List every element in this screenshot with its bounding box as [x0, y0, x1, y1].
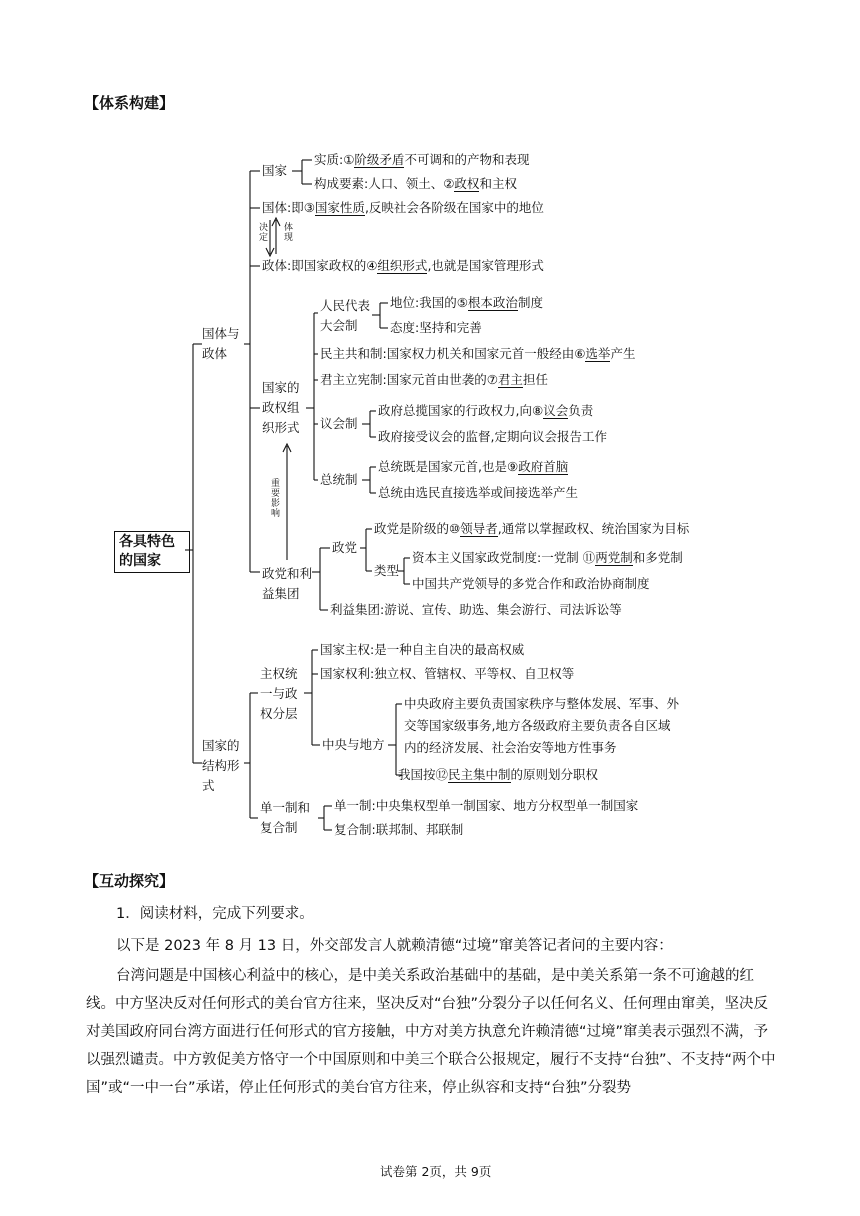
item-leixing-1: 资本主义国家政党制度:一党制 ⑪两党制和多党制 — [412, 550, 683, 565]
item-zd-1b: 交等国家级事务,地方各级政府主要负责各自区域 — [404, 718, 671, 733]
item-minzhu: 民主共和制:国家权力机关和国家元首一般经由⑥选举产生 — [320, 346, 636, 361]
question-item: 1．阅读材料，完成下列要求。 — [116, 906, 314, 922]
section-title-interactive: 【互动探究】 — [84, 872, 175, 890]
node-zhuquan-fenceng: 主权统一与政权分层 — [260, 666, 298, 721]
node-zhengdang-jituan: 政党和利益集团 — [262, 566, 313, 601]
item-fuhe: 复合制:联邦制、邦联制 — [334, 822, 464, 837]
node-guojia: 国家 — [262, 163, 288, 178]
node-zongtong: 总统制 — [320, 472, 358, 487]
item-goucheng: 构成要素:人口、领土、②政权和主权 — [314, 176, 517, 191]
item-taidu: 态度:坚持和完善 — [390, 320, 482, 335]
item-zhuquan: 国家主权:是一种自主自决的最高权威 — [320, 642, 525, 657]
item-zhengdang-1: 政党是阶级的⑩领导者,通常以掌握政权、统治国家为目标 — [374, 521, 690, 536]
item-zd-2: 我国按⑫民主集中制的原则划分职权 — [398, 767, 599, 782]
item-yihui-2: 政府接受议会的监督,定期向议会报告工作 — [378, 429, 607, 444]
node-danyi-fuhe: 单一制和复合制 — [260, 800, 311, 835]
node-guoti-zhengti: 国体与政体 — [202, 326, 240, 361]
item-zongtong-2: 总统由选民直接选举或间接选举产生 — [378, 485, 579, 500]
page-footer: 试卷第 2页，共 9页 — [380, 1164, 492, 1179]
question-intro: 以下是 2023 年 8 月 13 日，外交部发言人就赖清德“过境”窜美答记者问的主要内容： — [116, 938, 673, 954]
item-junzhu: 君主立宪制:国家元首由世袭的⑦君主担任 — [320, 372, 548, 387]
item-yihui-1: 政府总揽国家的行政权力,向⑧议会负责 — [378, 403, 594, 418]
item-shizhi: 实质:①阶级矛盾不可调和的产物和表现 — [314, 152, 530, 167]
item-quanli: 国家权利:独立权、管辖权、平等权、自卫权等 — [320, 666, 575, 681]
item-diwei: 地位:我国的⑤根本政治制度 — [390, 295, 543, 310]
item-zhengti: 政体:即国家政权的④组织形式,也就是国家管理形式 — [262, 258, 544, 273]
item-danyi: 单一制:中央集权型单一制国家、地方分权型单一制国家 — [334, 798, 639, 813]
node-zhengquan-zuzhi: 国家的政权组织形式 — [262, 380, 300, 435]
node-leixing: 类型 — [374, 563, 400, 578]
node-zhengdang: 政党 — [332, 540, 358, 555]
root-node: 各具特色的国家 — [114, 531, 190, 573]
question-body: 台湾问题是中国核心利益中的核心，是中美关系政治基础中的基础，是中美关系第一条不可逾越的红线。中方坚决反对任何形式的美台官方往来，坚决反对“台独”分裂分子以任何名义、任何理由窜美，坚决反对美国政府同台湾方面进行任何形式的官方接触，中方对美方执意允许赖清德“过境”窜美表示强烈不满，予以强烈谴责。中方敦促美方恪守一个中国原则和中美三个联合公报规定，履行不支持“台独”、不支持“两个中国”或“一中一台”承诺，停止任何形式的美台官方往来，停止纵容和支持“台独”分裂势 — [86, 968, 776, 1096]
node-jiegou: 国家的结构形式 — [202, 738, 240, 793]
item-zd-1c: 内的经济发展、社会治安等地方性事务 — [404, 740, 617, 755]
item-zongtong-1: 总统既是国家元首,也是⑨政府首脑 — [378, 459, 569, 474]
item-leixing-2: 中国共产党领导的多党合作和政治协商制度 — [412, 576, 650, 591]
section-title-system: 【体系构建】 — [84, 94, 175, 112]
label-zhongyao: 重要影响 — [269, 478, 279, 518]
item-liyi: 利益集团:游说、宣传、助选、集会游行、司法诉讼等 — [330, 602, 622, 617]
node-yihui: 议会制 — [320, 416, 358, 431]
node-renda: 人民代表大会制 — [320, 298, 371, 333]
node-zhongyang-difang: 中央与地方 — [322, 737, 385, 752]
label-jueding: 决定 — [257, 222, 267, 242]
item-guoti: 国体:即③国家性质,反映社会各阶级在国家中的地位 — [262, 200, 544, 215]
label-tixian: 体现 — [282, 222, 292, 242]
item-zd-1a: 中央政府主要负责国家秩序与整体发展、军事、外 — [404, 696, 680, 711]
